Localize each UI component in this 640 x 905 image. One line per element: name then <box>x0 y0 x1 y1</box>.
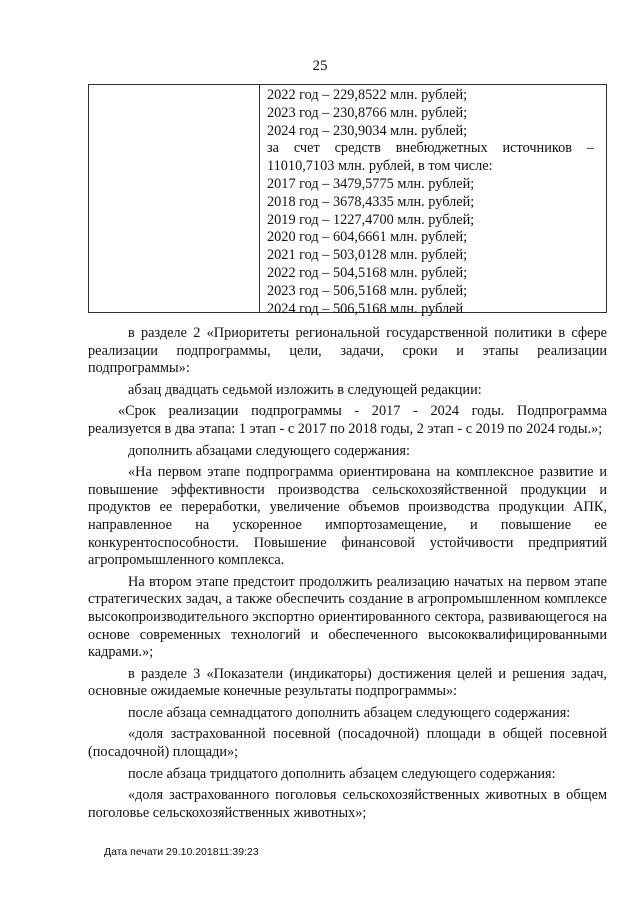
paragraph: в разделе 3 «Показатели (индикаторы) достижения целей и решения задач, основные ожидаемые конечные результаты подпрограммы»: <box>88 665 607 700</box>
funding-line: 2023 год – 230,8766 млн. рублей; <box>267 104 468 121</box>
paragraph: «На первом этапе подпрограмма ориентирована на комплексное развитие и повышение эффективности производства сельскохозяйственной продукции и продуктов ее переработки, увеличение объемов производства продукции АПК, направленное на ускоренное импортозамещение, и повышение ее конкурентоспособности. Повышение финансовой устойчивости предприятий агропромышленного комплекса. <box>88 464 607 569</box>
paragraph: дополнить абзацами следующего содержания: <box>128 442 410 459</box>
funding-line: 2019 год – 1227,4700 млн. рублей; <box>267 211 475 228</box>
paragraph: «доля застрахованного поголовья сельскохозяйственных животных в общем поголовье сельскохозяйственных животных»; <box>88 787 607 821</box>
paragraph: в разделе 2 «Приоритеты региональной государственной политики в сфере реализации подпрограммы, цели, задачи, сроки и этапы реализации подпрограммы»: <box>88 325 607 377</box>
funding-line: 2021 год – 503,0128 млн. рублей; <box>267 247 468 264</box>
document-body <box>88 325 607 826</box>
funding-line: 2024 год – 506,5168 млн. рублей <box>267 300 464 317</box>
funding-line: 2022 год – 504,5168 млн. рублей; <box>267 264 468 281</box>
table-column-divider <box>259 85 260 312</box>
funding-line: 2017 год – 3479,5775 млн. рублей; <box>267 175 475 192</box>
funding-line: 2020 год – 604,6661 млн. рублей; <box>267 229 468 246</box>
funding-line: 2018 год – 3678,4335 млн. рублей; <box>267 193 475 210</box>
paragraph: На втором этапе предстоит продолжить реализацию начатых на первом этапе стратегических задач, а также обеспечить создание в агропромышленном комплексе высокопроизводительного экспортно ориентированного сектора, развивающегося на основе современных технологий и обеспеченного высококвалифицированными кадрами.»; <box>88 573 607 661</box>
paragraph: после абзаца семнадцатого дополнить абзацем следующего содержания: <box>128 704 571 721</box>
funding-line: 2022 год – 229,8522 млн. рублей; <box>267 87 468 103</box>
print-date-footer: Дата печати 29.10.201811:39:23 <box>104 846 259 858</box>
funding-line: 2024 год – 230,9034 млн. рублей; <box>267 122 468 139</box>
page-number: 25 <box>312 58 328 74</box>
funding-line: 11010,7103 млн. рублей, в том числе: <box>267 158 493 175</box>
paragraph: абзац двадцать седьмой изложить в следующей редакции: <box>128 381 482 398</box>
paragraph: «доля застрахованной посевной (посадочной) площади в общей посевной (посадочной) площади»; <box>88 726 607 761</box>
table-funding-cell <box>267 87 594 318</box>
funding-line: за счет средств внебюджетных источников – <box>267 140 594 157</box>
funding-line: 2023 год – 506,5168 млн. рублей; <box>267 282 468 299</box>
paragraph: после абзаца тридцатого дополнить абзацем следующего содержания: <box>128 765 556 782</box>
paragraph: «Срок реализации подпрограммы - 2017 - 2024 годы. Подпрограмма реализуется в два этапа: 1 этап - с 2017 по 2018 годы, 2 этап - с 2019 по 2024 годы.»; <box>88 403 607 437</box>
funding-table <box>88 84 607 317</box>
